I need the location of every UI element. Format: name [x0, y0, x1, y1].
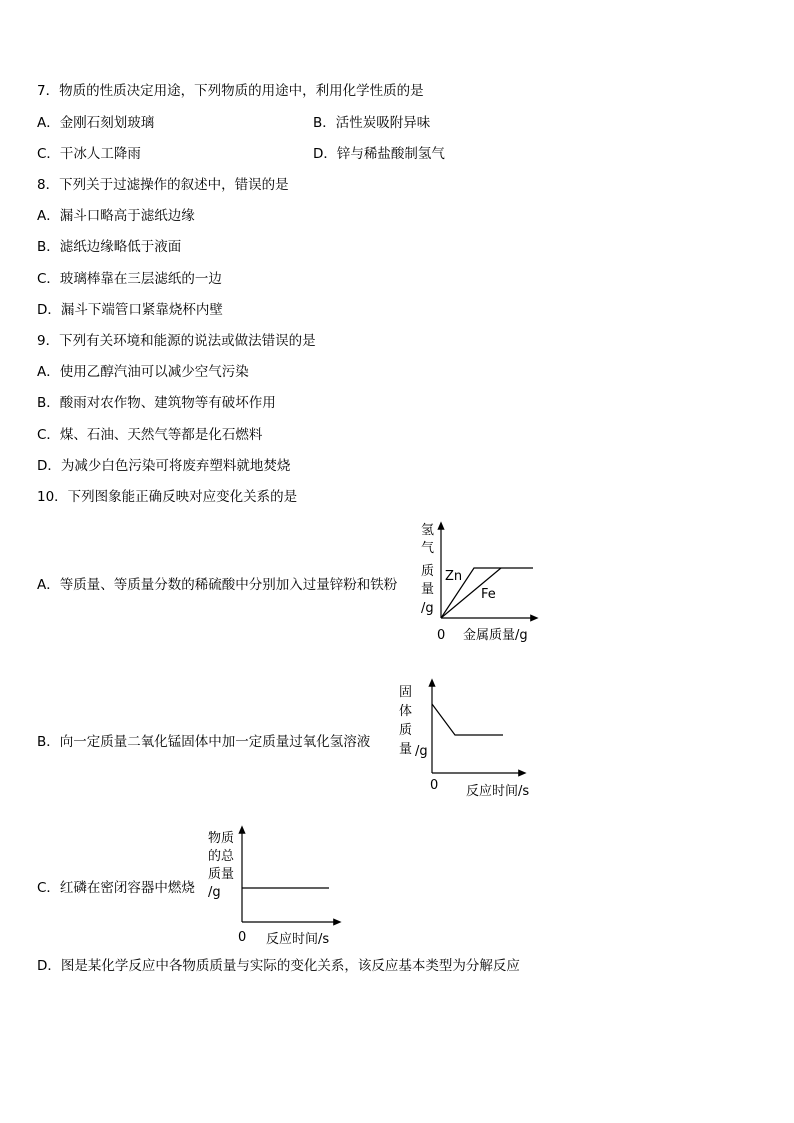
graph-b: [395, 680, 540, 800]
graph-b-ylabel-3: 质: [399, 723, 413, 738]
graph-a: [415, 520, 545, 648]
graph-a-series-zn: Zn: [445, 569, 463, 584]
q8-option-c: C．玻璃棒靠在三层滤纸的一边: [37, 271, 222, 287]
q10-option-a: A．等质量、等质量分数的稀硫酸中分别加入过量锌粉和铁粉: [37, 577, 398, 593]
q8-option-a: A．漏斗口略高于滤纸边缘: [37, 208, 195, 224]
q8-option-d: D．漏斗下端管口紧靠烧杯内壁: [37, 302, 223, 318]
graph-c-xlabel: 反应时间/s: [266, 932, 330, 947]
q10-option-d: D．图是某化学反应中各物质质量与实际的变化关系，该反应基本类型为分解反应: [37, 958, 520, 974]
graph-b-xlabel: 反应时间/s: [466, 784, 530, 799]
graph-a-ylabel-1: 氢: [421, 523, 435, 538]
graph-c: [205, 826, 345, 946]
q7-option-b: B．活性炭吸附异味: [313, 115, 431, 131]
graph-a-series-fe: Fe: [481, 587, 496, 602]
q9-stem: 9．下列有关环境和能源的说法或做法错误的是: [37, 333, 316, 349]
graph-c-origin: 0: [238, 930, 247, 945]
q7-option-d: D．锌与稀盐酸制氢气: [313, 146, 445, 162]
graph-c-ylabel-1: 物质: [208, 831, 235, 846]
q9-option-d: D．为减少白色污染可将废弃塑料就地焚烧: [37, 458, 291, 474]
q9-option-c: C．煤、石油、天然气等都是化石燃料: [37, 427, 263, 443]
graph-a-ylabel-2: 气: [421, 541, 435, 556]
graph-c-ylabel-3: 质量: [208, 867, 235, 882]
graph-b-line: [432, 704, 503, 735]
graph-b-ylabel-5: /g: [415, 744, 428, 759]
graph-b-ylabel-2: 体: [399, 704, 413, 719]
graph-a-ylabel-3: 质: [421, 564, 435, 579]
q10-option-b: B．向一定质量二氧化锰固体中加一定质量过氧化氢溶液: [37, 734, 371, 750]
q7-option-c: C．干冰人工降雨: [37, 146, 141, 162]
q8-stem: 8．下列关于过滤操作的叙述中，错误的是: [37, 177, 289, 193]
q8-option-b: B．滤纸边缘略低于液面: [37, 239, 182, 255]
graph-c-ylabel-2: 的总: [208, 849, 235, 864]
q7-option-a: A．金刚石刻划玻璃: [37, 115, 155, 131]
graph-b-ylabel-4: 量: [399, 742, 413, 757]
q7-stem: 7．物质的性质决定用途，下列物质的用途中，利用化学性质的是: [37, 83, 424, 99]
q9-option-a: A．使用乙醇汽油可以减少空气污染: [37, 364, 249, 380]
graph-a-xlabel: 金属质量/g: [463, 628, 528, 643]
q9-option-b: B．酸雨对农作物、建筑物等有破坏作用: [37, 395, 276, 411]
graph-b-ylabel-1: 固: [399, 685, 413, 700]
q10-stem: 10．下列图象能正确反映对应变化关系的是: [37, 489, 298, 505]
graph-b-origin: 0: [430, 778, 439, 793]
graph-a-ylabel-4: 量: [421, 582, 435, 597]
graph-a-origin: 0: [437, 628, 446, 643]
graph-c-ylabel-4: /g: [208, 885, 221, 900]
q10-option-c: C．红磷在密闭容器中燃烧: [37, 880, 195, 896]
graph-a-ylabel-5: /g: [421, 601, 434, 616]
